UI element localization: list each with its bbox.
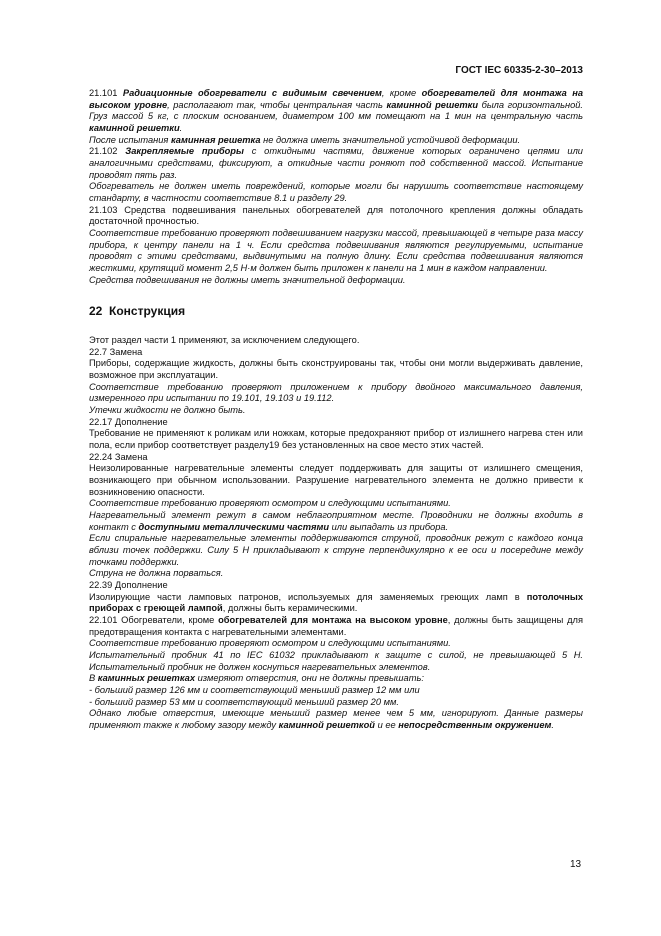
paragraph xyxy=(89,615,583,638)
text: , кроме xyxy=(381,88,422,98)
text: была горизонтальной. Груз массой 5 кг, с плоским основанием, диаметром 100 мм помещают на 1 мин на центральную часть xyxy=(89,99,583,122)
paragraph: Соответствие требованию проверяют приложением к прибору двойного максимального давления, измеренного при испытании по 19.101, 19.103 и 19.112. xyxy=(89,381,583,404)
term: обогревателей для монтажа на высоком уровне xyxy=(89,88,583,110)
paragraph: Соответствие требованию проверяют осмотром и следующими испытаниями. xyxy=(89,638,451,649)
paragraph xyxy=(89,673,583,685)
paragraph: Соответствие требованию проверяют осмотром и следующими испытаниями. xyxy=(89,498,451,509)
paragraph: Этот раздел части 1 применяют, за исключением следующего. xyxy=(89,335,360,346)
term: каминных решетках xyxy=(97,673,195,684)
paragraph: Испытательный пробник 41 по IEC 61032 прикладывают к защите с силой, не превышающей 5 Н. Испытательный пробник не должен коснуться нагревательных элементов. xyxy=(89,649,583,672)
text: не должна иметь значительной устойчивой деформации. xyxy=(260,134,521,145)
text: , должны быть керамическими. xyxy=(222,603,358,614)
section-number: 22 xyxy=(89,304,103,319)
paragraph: Соответствие требованию проверяют подвешиванием нагрузки массой, превышающей в четыре раза массу прибора, к центру панели на 1 ч. Если средства подвешивания являются регулируемыми, испытание проводят с этими средствами, выдвинутыми на полную длину. Если средства подвешивания являются жесткими, крутящий момент 2,5 Н·м должен быть приложен к панели на 1 мин в каждом направлении. xyxy=(89,227,583,273)
paragraph-21-101 xyxy=(89,88,583,135)
clause-heading: 22.17 Дополнение xyxy=(89,416,168,427)
text: и ее xyxy=(374,719,399,730)
text: После испытания xyxy=(89,134,171,145)
paragraph: Если спиральные нагревательные элементы поддерживаются струной, проводник режут с каждого конца вблизи точек поддержки. Силу 5 Н прикладывают к струне перпендикулярно к ее оси и посередине между точками поддержки. xyxy=(89,533,583,567)
text: , должны быть защищены для предотвращения контакта с нагревательными элементами. xyxy=(89,614,583,637)
text: . xyxy=(551,719,554,730)
term: каминной решетки xyxy=(386,99,479,110)
paragraph: Неизолированные нагревательные элементы следует поддерживать для защиты от излишнего смещения, возникающего при обычном использовании. Разрушение нагревательного элемента не должно привести к возникновению опасности. xyxy=(89,463,583,497)
section-title: Конструкция xyxy=(109,304,186,319)
text: измеряют отверстия, они не должны превышать: xyxy=(195,673,424,684)
list-item: - больший размер 53 мм и соответствующий меньший размер 20 мм. xyxy=(89,696,399,707)
clause-heading: 22.7 Замена xyxy=(89,346,143,357)
paragraph: Утечки жидкости не должно быть. xyxy=(89,405,246,416)
paragraph: Средства подвешивания не должны иметь значительной деформации. xyxy=(89,274,406,285)
text: Нагревательный элемент режут в самом неблагоприятном месте. Проводники не должны входить в контакт с xyxy=(89,510,583,532)
text: , располагают так, чтобы центральная часть xyxy=(167,99,387,110)
text: В xyxy=(89,673,98,684)
term: обогревателей для монтажа на высоком уровне xyxy=(218,614,448,625)
term: доступными металлическими частями xyxy=(138,521,330,532)
term: непосредственным окружением xyxy=(398,719,552,730)
paragraph: Струна не должна порваться. xyxy=(89,568,224,579)
text: . xyxy=(179,122,183,133)
term: Закрепляемые приборы xyxy=(125,146,244,157)
text: Изолирующие части ламповых патронов, используемых для заменяемых греющих ламп в xyxy=(89,591,527,602)
clause-number: 21.102 xyxy=(89,146,118,157)
list-item: - больший размер 126 мм и соответствующий меньший размер 12 мм или xyxy=(89,684,420,695)
section-heading xyxy=(89,304,583,318)
text: Однако любые отверстия, имеющие меньший размер менее чем 5 мм, игнорируют. Данные размеры применяют также к любому зазору между xyxy=(89,708,583,730)
clause-number: 21.101 xyxy=(89,88,118,98)
paragraph: Требование не применяют к роликам или ножкам, которые предохраняют прибор от излишнего нагрева стен или пола, если прибор соответствует разделу19 без установленных на свое место этих частей. xyxy=(89,428,583,451)
paragraph: Обогреватель не должен иметь повреждений, которые могли бы нарушить соответствие настоящему стандарту, в частности соответствие 8.1 и разделу 29. xyxy=(89,181,583,203)
paragraph xyxy=(89,592,583,615)
paragraph-21-102 xyxy=(89,146,583,181)
paragraph xyxy=(89,510,583,533)
paragraph-21-103: 21.103 Средства подвешивания панельных обогревателей для потолочного крепления должны обладать достаточной прочностью. xyxy=(89,204,583,227)
paragraph-after-test xyxy=(89,135,583,147)
paragraph: Приборы, содержащие жидкость, должны быть сконструированы так, чтобы они могли выдерживать давление, возможное при эксплуатации. xyxy=(89,358,583,381)
term: Радиационные обогреватели с видимым свечением xyxy=(122,88,382,98)
text: или выпадать из прибора. xyxy=(329,521,449,532)
paragraph xyxy=(89,708,583,731)
text: 22.101 Обогреватели, кроме xyxy=(89,614,219,625)
document-body xyxy=(89,88,583,731)
term: каминной решеткой xyxy=(278,719,375,730)
text: с откидными частями, движение которых ограничено цепями или аналогичными средствами, фиксируют, а откидные части роняют под собственной массой. Испытание проводят пять раз. xyxy=(89,146,583,180)
document-header: ГОСТ IEC 60335-2-30–2013 xyxy=(455,65,583,76)
page-number: 13 xyxy=(570,859,582,870)
clause-heading: 22.24 Замена xyxy=(89,451,148,462)
term: каминная решетка xyxy=(170,134,261,145)
term: потолочных приборах с греющей лампой xyxy=(89,591,583,614)
clause-heading: 22.39 Дополнение xyxy=(89,579,168,590)
term: каминной решетки xyxy=(89,122,180,133)
